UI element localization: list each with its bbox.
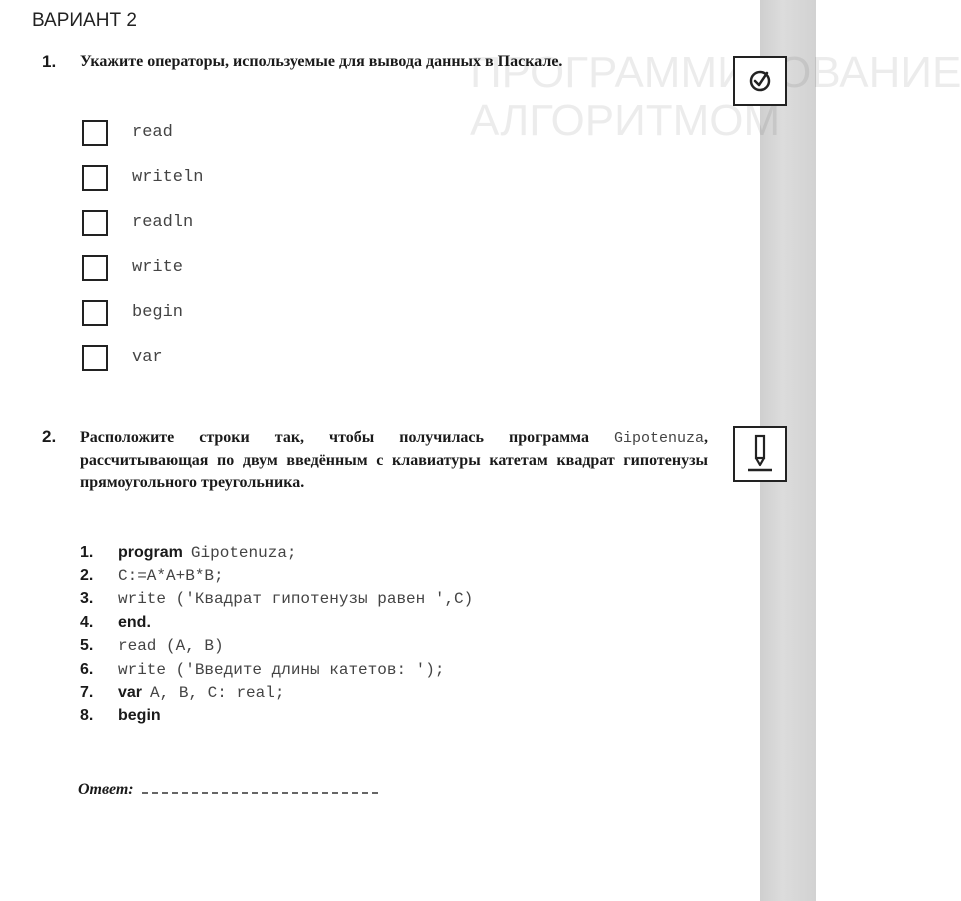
- option-label: readln: [132, 213, 194, 232]
- code-keyword: end.: [118, 613, 151, 631]
- code-text: C:=A*A+B*B;: [118, 567, 224, 586]
- question-2-text-start: Расположите строки так, чтобы получилась программа: [80, 429, 589, 446]
- option-write[interactable]: [82, 245, 203, 290]
- code-line: [80, 588, 473, 611]
- option-label: write: [132, 258, 184, 277]
- answer-input-line[interactable]: [142, 778, 378, 794]
- option-label: begin: [132, 303, 184, 322]
- code-line: [80, 564, 473, 587]
- line-number: 4.: [80, 613, 94, 631]
- check-circle-icon: [733, 56, 787, 106]
- question-2-number: 2.: [42, 427, 57, 446]
- option-checkbox[interactable]: [82, 300, 108, 326]
- code-line: [80, 658, 473, 681]
- code-text: write ('Введите длины катетов: ');: [118, 660, 445, 679]
- bleed-through-text: АЛГОРИТМОМ: [470, 96, 781, 145]
- option-readln[interactable]: [82, 200, 203, 245]
- code-text: Gipotenuza;: [190, 543, 297, 562]
- code-text: read (A, B): [118, 637, 224, 656]
- option-read[interactable]: [82, 110, 203, 155]
- option-begin[interactable]: [82, 290, 203, 335]
- bleed-through-text: ПРОГРАММИРОВАНИЕ: [470, 48, 961, 97]
- line-number: 5.: [80, 637, 94, 655]
- code-line: [80, 681, 473, 704]
- line-number: 2.: [80, 567, 94, 585]
- option-label: read: [132, 123, 173, 142]
- option-checkbox[interactable]: [82, 120, 108, 146]
- program-lines: [80, 541, 473, 728]
- option-checkbox[interactable]: [82, 165, 108, 191]
- option-label: var: [132, 348, 163, 367]
- variant-heading: ВАРИАНТ 2: [32, 10, 137, 31]
- line-number: 6.: [80, 660, 94, 678]
- question-1-number: 1.: [42, 52, 57, 71]
- code-line: [80, 611, 473, 634]
- option-label: writeln: [132, 168, 204, 187]
- line-number: 1.: [80, 543, 94, 561]
- pencil-write-icon: [733, 426, 787, 482]
- question-1-text: Укажите операторы, используемые для вывода данных в Паскале.: [80, 53, 563, 70]
- code-keyword: begin: [118, 707, 161, 725]
- question-2-text-end: , рассчитывающая по двум введённым с клавиатуры катетам квадрат гипотенузы прямоугольного треугольника.: [80, 429, 709, 491]
- code-line: [80, 705, 473, 728]
- line-number: 3.: [80, 590, 94, 608]
- code-keyword: var: [118, 684, 143, 702]
- code-text: write ('Квадрат гипотенузы равен ',C): [118, 590, 474, 609]
- line-number: 8.: [80, 707, 94, 725]
- option-checkbox[interactable]: [82, 255, 108, 281]
- code-line: [80, 541, 473, 564]
- code-line: [80, 635, 473, 658]
- option-writeln[interactable]: [82, 155, 203, 200]
- question-2-text: [80, 427, 708, 494]
- code-text: A, B, C: real;: [150, 684, 285, 703]
- answer-label: Ответ:: [78, 781, 134, 798]
- option-checkbox[interactable]: [82, 345, 108, 371]
- answer-area: [78, 778, 378, 799]
- program-name: Gipotenuza: [614, 430, 705, 447]
- option-var[interactable]: [82, 335, 203, 380]
- code-keyword: program: [118, 543, 183, 561]
- answer-options: [82, 110, 203, 380]
- option-checkbox[interactable]: [82, 210, 108, 236]
- line-number: 7.: [80, 684, 94, 702]
